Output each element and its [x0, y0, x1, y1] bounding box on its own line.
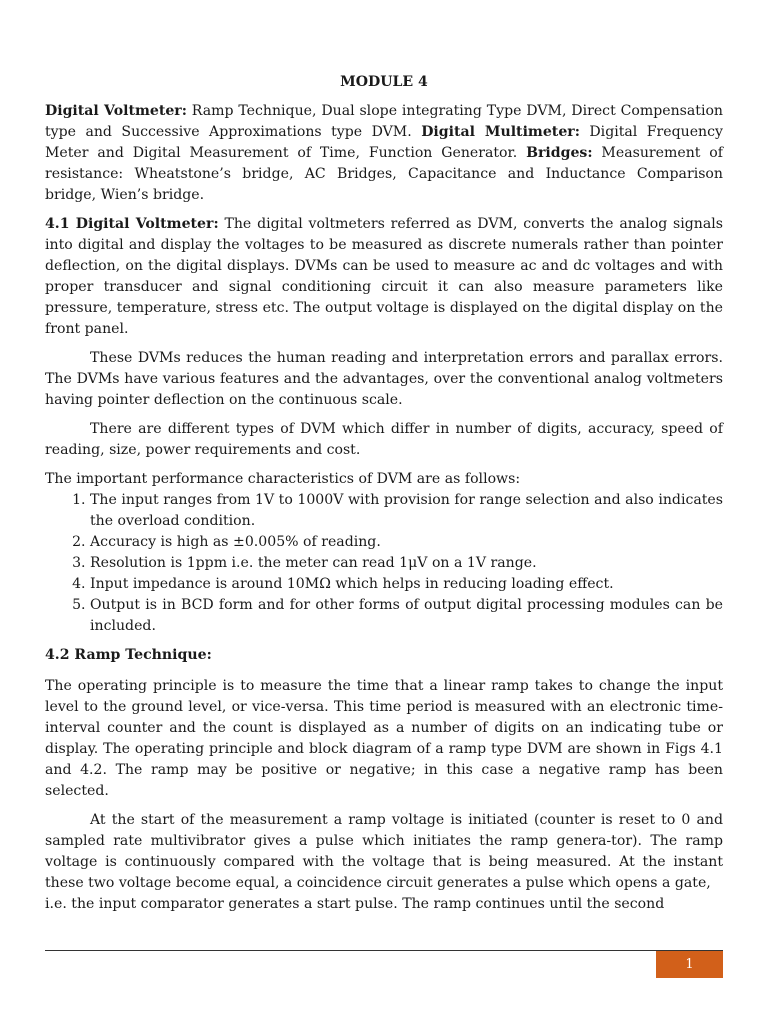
section-41-text: The digital voltmeters referred as DVM, converts the analog signals into digital and display the voltages to be measured as discrete numerals rather than pointer deflection, on the digital displays. DVMs can be used to measure ac and dc voltages and with proper transducer and signal conditioning circuit it can also measure parameters like pressure, temperature, stress etc. The output voltage is displayed on the digital display on the front panel. — [45, 216, 723, 337]
characteristics-list — [45, 490, 723, 637]
section-41-heading: 4.1 Digital Voltmeter: — [45, 216, 219, 232]
digital-voltmeter-label: Digital Voltmeter: — [45, 103, 187, 119]
characteristics-intro: The important performance characteristics of DVM are as follows: — [45, 471, 521, 487]
digital-voltmeter-topics: Ramp Technique, Dual slope integrating Type DVM, Direct Compensation type and Successive Approximations type DVM. — [45, 103, 724, 140]
section-42-heading: 4.2 Ramp Technique: — [45, 647, 212, 663]
page-content — [45, 72, 723, 923]
list-item: 1. The input ranges from 1V to 1000V with provision for range selection and also indicates the overload condition. — [90, 490, 723, 532]
list-item: 2. Accuracy is high as ±0.005% of reading. — [90, 532, 723, 553]
list-item: 4. Input impedance is around 10MΩ which helps in reducing loading effect. — [90, 574, 723, 595]
section-42-paragraph-3: i.e. the input comparator generates a start pulse. The ramp continues until the second — [45, 896, 665, 912]
list-item: 5. Output is in BCD form and for other forms of output digital processing modules can be included. — [90, 595, 723, 637]
intro-paragraph — [45, 101, 723, 206]
footer-divider — [45, 950, 723, 951]
page-number: 1 — [656, 951, 723, 978]
module-title: MODULE 4 — [340, 74, 428, 90]
list-item: 3. Resolution is 1ppm i.e. the meter can read 1μV on a 1V range. — [90, 553, 723, 574]
section-42-paragraph-1: The operating principle is to measure the time that a linear ramp takes to change the input level to the ground level, or vice-versa. This time period is measured with an electronic time-interval counter and the count is displayed as a number of digits on an indicating tube or display. The operating principle and block diagram of a ramp type DVM are shown in Figs 4.1 and 4.2. The ramp may be positive or negative; in this case a negative ramp has been selected. — [45, 678, 723, 799]
section-41-paragraph-3: There are different types of DVM which differ in number of digits, accuracy, speed of reading, size, power requirements and cost. — [45, 421, 723, 458]
digital-multimeter-topics: Digital Frequency Meter and Digital Measurement of Time, Function Generator. — [45, 124, 723, 161]
bridges-label: Bridges: — [526, 145, 593, 161]
section-42-paragraph-2: At the start of the measurement a ramp voltage is initiated (counter is reset to 0 and sampled rate multivibrator gives a pulse which initiates the ramp genera-tor). The ramp voltage is continuously compared with the voltage that is being measured. At the instant these two voltage become equal, a coincidence circuit generates a pulse which opens a gate, — [45, 812, 723, 891]
bridges-topics: Measurement of resistance: Wheatstone’s bridge, AC Bridges, Capacitance and Inductance Comparison bridge, Wien’s bridge. — [45, 145, 723, 203]
digital-multimeter-label: Digital Multimeter: — [421, 124, 580, 140]
section-41-paragraph-2: These DVMs reduces the human reading and interpretation errors and parallax errors. The DVMs have various features and the advantages, over the conventional analog voltmeters having pointer deflection on the continuous scale. — [45, 350, 723, 408]
section-41-paragraph — [45, 214, 723, 340]
